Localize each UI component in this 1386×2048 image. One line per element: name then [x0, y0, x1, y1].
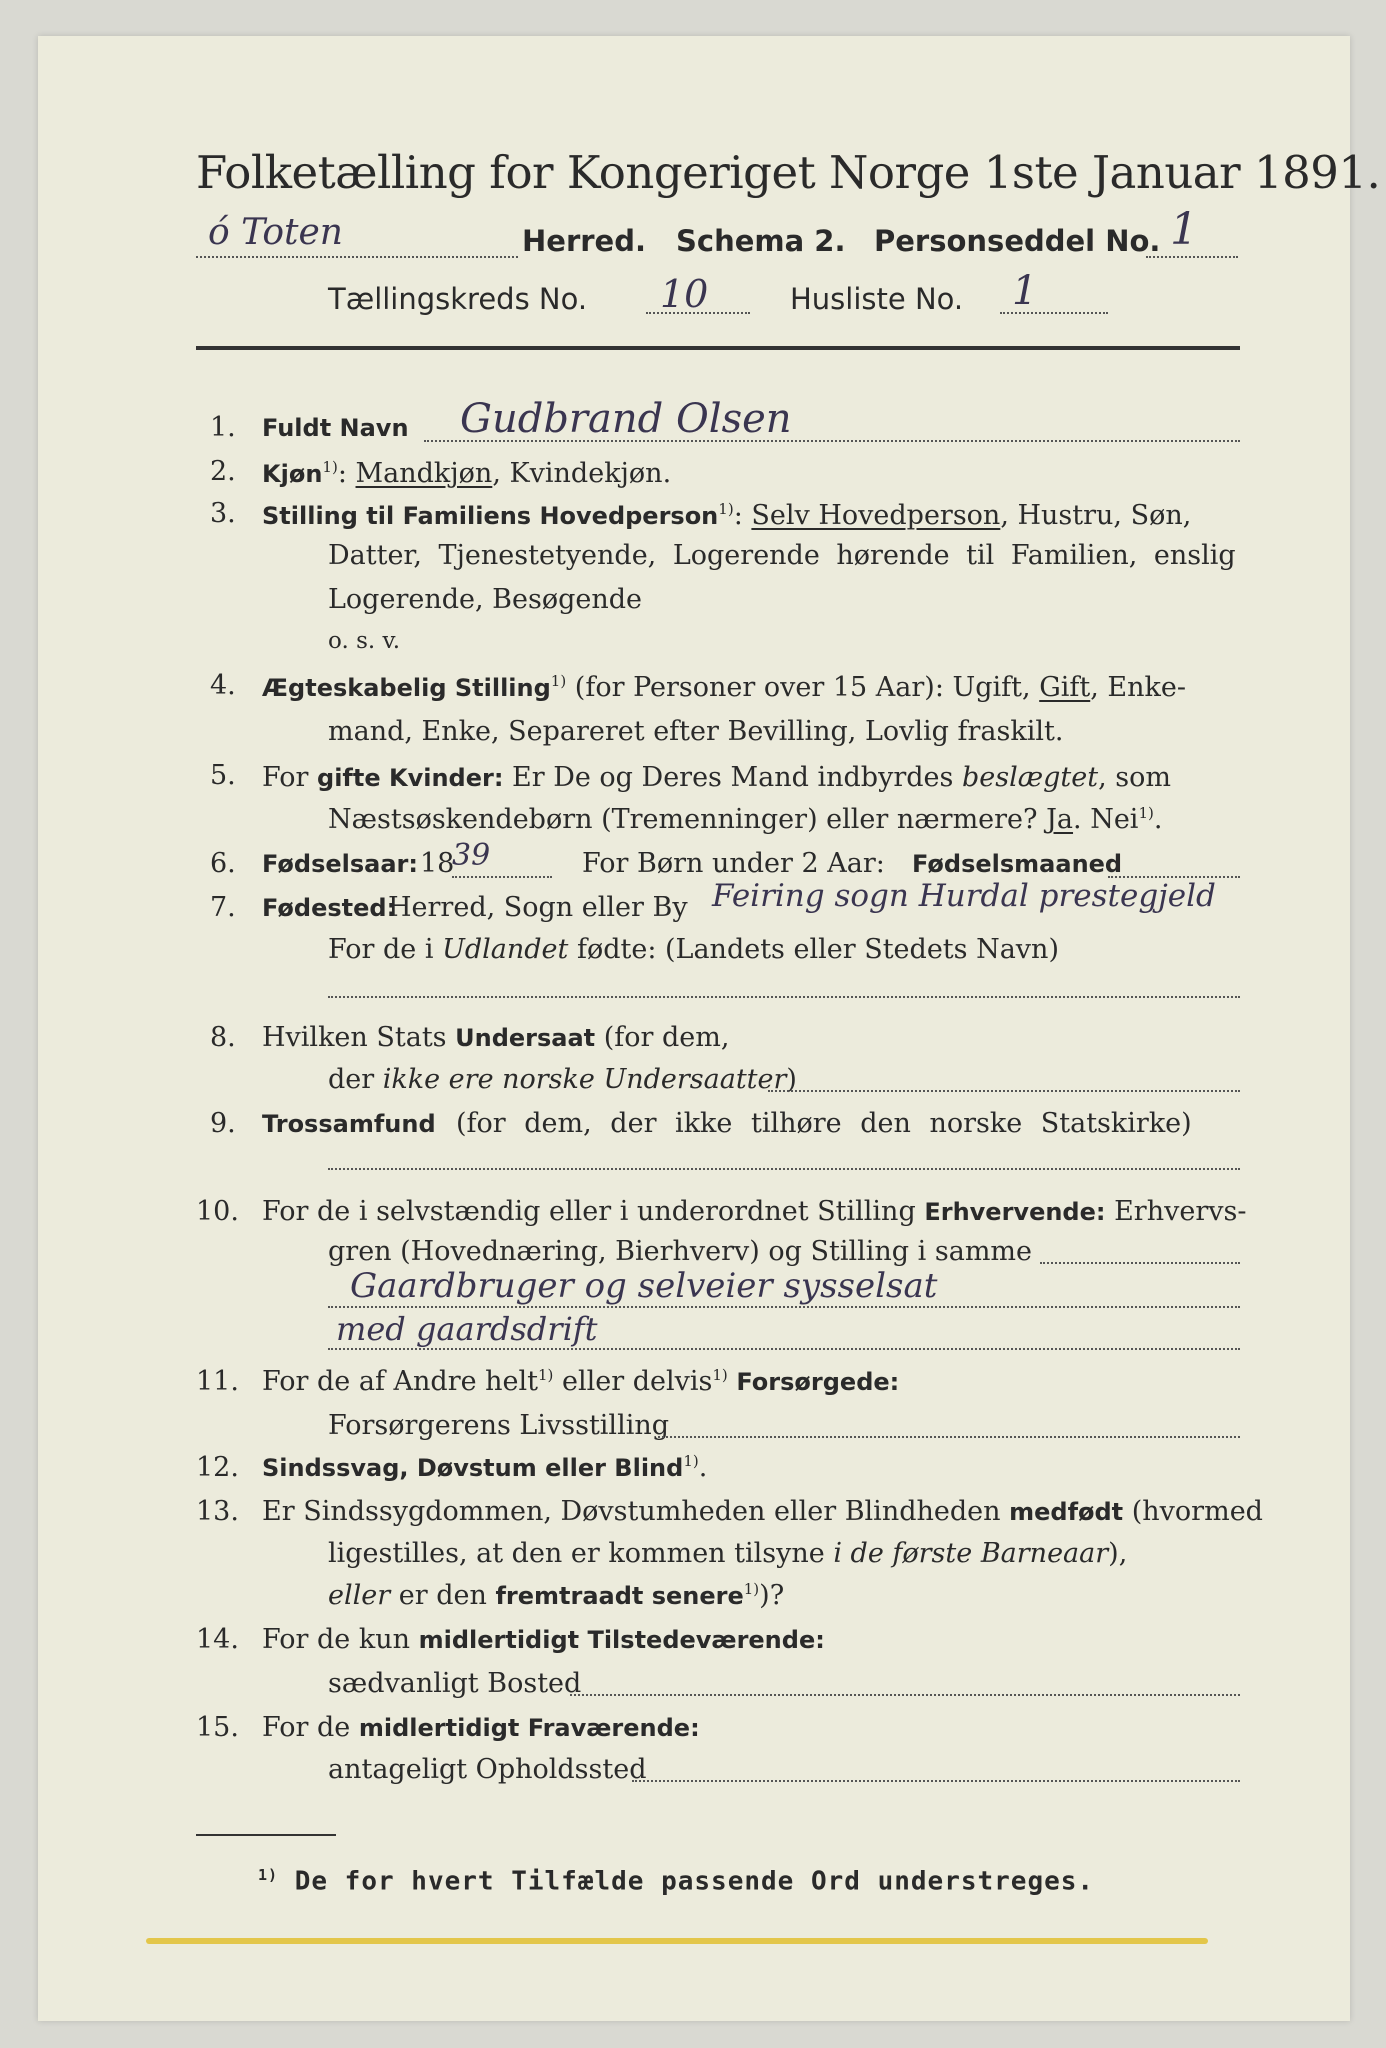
herred-value: ó Toten	[208, 212, 343, 253]
q4-opt-gift: Gift	[1039, 672, 1091, 703]
q9-text: (for dem, der ikke tilhøre den norske Statskirke)	[456, 1108, 1192, 1139]
q11-sup1: 1)	[538, 1366, 554, 1384]
q6-text: For Børn under 2 Aar:	[582, 848, 885, 879]
q7-value: Feiring sogn Hurdal prestegjeld	[712, 878, 1216, 914]
q13-line1	[262, 1496, 1263, 1527]
q10-line2: gren (Hovednæring, Bierhverv) og Stilling i samme	[328, 1236, 1033, 1267]
q3-line1	[262, 500, 1191, 531]
q11-text: For de af Andre helt	[262, 1366, 539, 1397]
q2-sup: 1)	[322, 458, 338, 476]
q5-question: Næstsøskendebørn (Tremenninger) eller nærmere?	[328, 804, 1038, 835]
husliste-label: Husliste No.	[790, 282, 964, 316]
q10-text2: Erhvervs-	[1114, 1196, 1247, 1227]
q15-number: 15.	[196, 1712, 239, 1743]
q10-label: Erhvervende:	[924, 1198, 1106, 1226]
personseddel-value: 1	[1170, 204, 1198, 255]
q7-for-de-i: For de i	[328, 934, 434, 965]
q3-line3: Logerende, Besøgende	[328, 584, 642, 615]
q9-label: Trossamfund	[262, 1110, 436, 1138]
q5-opt-ja: Ja	[1046, 804, 1074, 835]
q6-year-line	[452, 876, 552, 878]
q10-line3	[328, 1306, 1240, 1308]
q11-sup2: 1)	[712, 1366, 728, 1384]
q10-line4	[328, 1348, 1240, 1350]
q12-line	[262, 1452, 707, 1483]
q3-rest: , Hustru, Søn,	[1000, 500, 1192, 531]
q5-beslaegtet: beslægtet	[961, 762, 1099, 793]
q5-line1	[262, 762, 1171, 793]
q2-number: 2.	[210, 456, 236, 487]
q6-label2: Fødselsmaaned	[912, 850, 1123, 878]
q9-number: 9.	[210, 1108, 236, 1139]
q7-number: 7.	[210, 892, 236, 923]
q13-text2: (hvormed	[1131, 1496, 1263, 1527]
q13-barneaar: i de første Barneaar	[833, 1538, 1109, 1569]
q1-label: Fuldt Navn	[262, 414, 409, 442]
q11-text2: eller delvis	[562, 1366, 713, 1397]
binding-strip	[146, 1938, 1208, 1944]
q11-line	[658, 1436, 1240, 1438]
q4-line1	[262, 672, 1186, 703]
q12-number: 12.	[196, 1452, 239, 1483]
q11-line1	[262, 1366, 899, 1397]
q2-opt-kvindekjon: , Kvindekjøn.	[492, 458, 672, 489]
q11-number: 11.	[196, 1366, 239, 1397]
q3-opt-selv-hovedperson: Selv Hovedperson	[751, 500, 1001, 531]
q5-for: For	[262, 762, 309, 793]
q13-er-den: er den	[398, 1580, 487, 1611]
q10-line2-dots	[1040, 1262, 1240, 1264]
q13-line2	[328, 1538, 1127, 1569]
q12-sup: 1)	[683, 1452, 699, 1470]
q8-der: der	[328, 1064, 375, 1095]
q14-label: midlertidigt Tilstedeværende:	[418, 1626, 825, 1654]
q7-udlandet: Udlandet	[442, 934, 569, 965]
q8-text: Hvilken Stats	[262, 1022, 447, 1053]
q13-line2-text: ligestilles, at den er kommen tilsyne	[328, 1538, 825, 1569]
q13-line3	[328, 1580, 784, 1611]
q1-value: Gudbrand Olsen	[460, 396, 792, 442]
q7-line2-rest: fødte: (Landets eller Stedets Navn)	[576, 934, 1059, 965]
q5-som: , som	[1098, 762, 1171, 793]
q3-label: Stilling til Familiens Hovedperson	[262, 502, 719, 530]
q8-line	[768, 1090, 1240, 1092]
footnote-text: De for hvert Tilfælde passende Ord understreges.	[294, 1866, 1095, 1897]
q4-line2: mand, Enke, Separeret efter Bevilling, Lovlig fraskilt.	[328, 716, 1064, 747]
q13-label: medfødt	[1009, 1498, 1124, 1526]
q10-value2: med gaardsdrift	[336, 1310, 598, 1348]
q6-number: 6.	[210, 848, 236, 879]
personseddel-label: Personseddel No.	[874, 224, 1161, 258]
q15-line	[632, 1780, 1240, 1782]
taellingskreds-label: Tællingskreds No.	[328, 282, 588, 316]
q15-text: For de	[262, 1712, 351, 1743]
q2-label: Kjøn	[262, 460, 323, 488]
q6-value: 39	[452, 838, 491, 873]
q4-number: 4.	[210, 670, 236, 701]
q13-text: Er Sindssygdommen, Døvstumheden eller Blindheden	[262, 1496, 1001, 1527]
q15-label: midlertidigt Fraværende:	[358, 1714, 700, 1742]
q5-sup: 1)	[1138, 804, 1154, 822]
q6-prefix: 18	[420, 848, 455, 879]
herred-line	[196, 256, 518, 258]
q13-end: )?	[759, 1580, 785, 1611]
q15-line1	[262, 1712, 700, 1743]
q13-label2: fremtraadt senere	[495, 1582, 744, 1610]
q1-number: 1.	[210, 412, 236, 443]
q5-end: .	[1153, 804, 1163, 835]
q13-eller: eller	[328, 1580, 391, 1611]
q7-line2	[328, 934, 1059, 965]
q4-sup: 1)	[550, 672, 567, 690]
q15-line2: antageligt Opholdssted	[328, 1754, 647, 1785]
husliste-value: 1	[1012, 268, 1038, 314]
q8-line2	[328, 1064, 797, 1095]
q11-label: Forsørgede:	[736, 1368, 900, 1396]
q14-line	[570, 1694, 1240, 1696]
schema-label: Schema 2.	[676, 224, 846, 258]
q4-label: Ægteskabelig Stilling	[262, 674, 551, 702]
q3-sup: 1)	[718, 500, 734, 518]
form-title: Folketælling for Kongeriget Norge 1ste Januar 1891.	[196, 146, 1381, 199]
q12-label: Sindssvag, Døvstum eller Blind	[262, 1454, 684, 1482]
q11-line2: Forsørgerens Livsstilling	[328, 1410, 670, 1441]
q7-line3	[328, 996, 1240, 998]
herred-label: Herred.	[522, 224, 646, 258]
header-rule	[196, 346, 1240, 350]
q14-line1	[262, 1624, 825, 1655]
q10-text: For de i selvstændig eller i underordnet Stilling	[262, 1196, 916, 1227]
q7-text: Herred, Sogn eller By	[388, 892, 688, 923]
q14-line2: sædvanligt Bosted	[328, 1668, 582, 1699]
q8-close: )	[786, 1064, 797, 1095]
footnote	[258, 1866, 1094, 1897]
q10-value1: Gaardbruger og selveier sysselsat	[350, 1266, 938, 1306]
q3-number: 3.	[210, 498, 236, 529]
q3-line2: Datter, Tjenestetyende, Logerende hørende til Familien, enslig	[328, 540, 1236, 571]
footnote-sup: 1)	[258, 1866, 279, 1884]
q5-line2	[328, 804, 1162, 835]
q5-number: 5.	[210, 760, 236, 791]
q13-number: 13.	[196, 1496, 239, 1527]
q8-line1	[262, 1022, 729, 1053]
q9-line	[328, 1168, 1240, 1170]
q2-content	[262, 458, 671, 489]
q6-label: Fødselsaar:	[262, 850, 418, 878]
taellingskreds-value: 10	[660, 272, 709, 316]
q14-text: For de kun	[262, 1624, 410, 1655]
q2-opt-mandkjon: Mandkjøn	[355, 458, 493, 489]
q10-number: 10.	[196, 1196, 239, 1227]
q3-line4: o. s. v.	[328, 628, 401, 654]
q2-row	[210, 456, 236, 487]
q12-end: .	[698, 1452, 708, 1483]
q2-colon: :	[337, 458, 347, 489]
q8-number: 8.	[210, 1022, 236, 1053]
q7-label: Fødested:	[262, 894, 397, 922]
q14-number: 14.	[196, 1624, 239, 1655]
q13-sup: 1)	[743, 1580, 760, 1598]
personseddel-line	[1146, 256, 1238, 258]
q13-line2-end: ),	[1108, 1538, 1128, 1569]
q8-text2: (for dem,	[603, 1022, 730, 1053]
q5-opt-nei: . Nei	[1073, 804, 1139, 835]
q4-text2: , Enke-	[1090, 672, 1186, 703]
footnote-rule	[196, 1834, 336, 1836]
q5-text: Er De og Deres Mand indbyrdes	[512, 762, 954, 793]
q8-label: Undersaat	[455, 1024, 596, 1052]
q3-colon: :	[733, 500, 743, 531]
q5-label: gifte Kvinder:	[317, 764, 504, 792]
q10-line1	[262, 1196, 1246, 1227]
q8-ikke-norske: ikke ere norske Undersaatter	[382, 1064, 787, 1095]
q4-text: (for Personer over 15 Aar): Ugift,	[574, 672, 1031, 703]
